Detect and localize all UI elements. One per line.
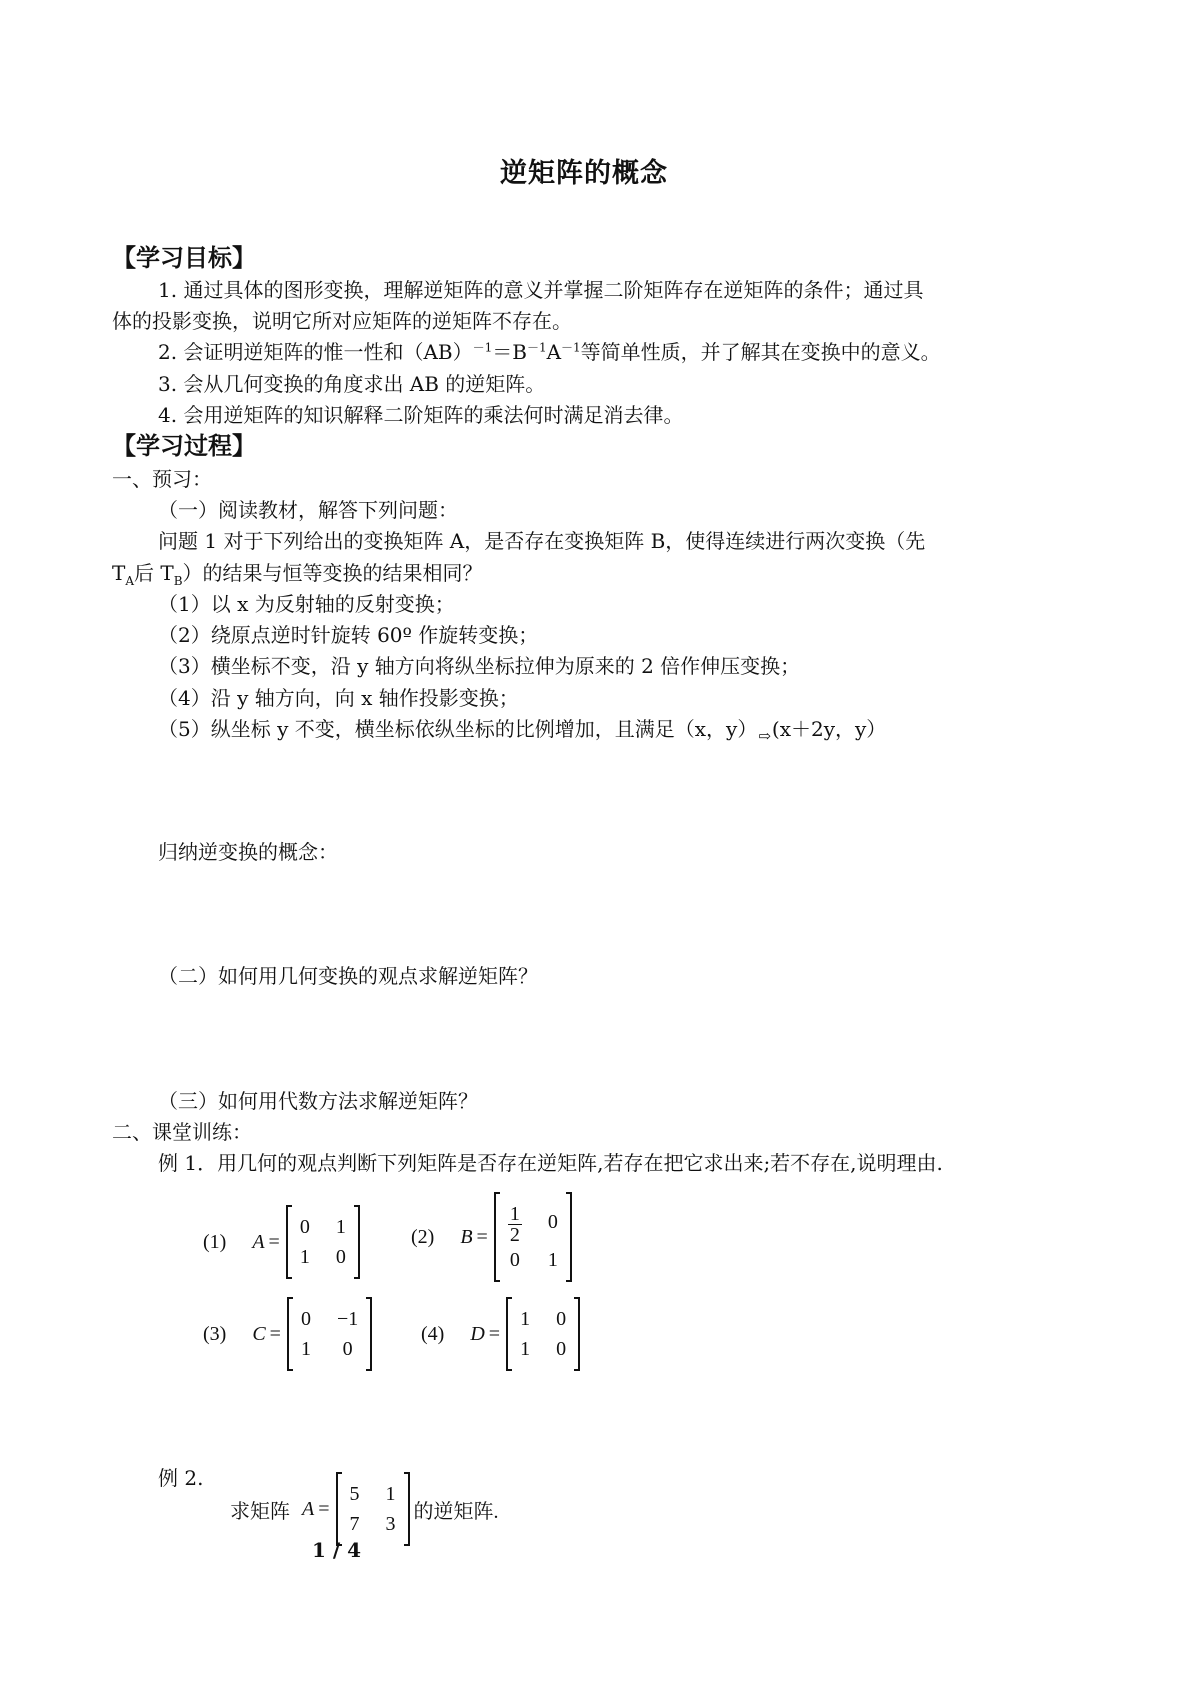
item-2: （2）绕原点逆时针旋转 60º 作旋转变换；: [158, 623, 539, 647]
matrix-a: (1) A = 0 1 1 0: [203, 1206, 360, 1278]
question-1-line-1: 问题 1 对于下列给出的变换矩阵 A，是否存在变换矩阵 B，使得连续进行两次变换（先: [158, 529, 926, 553]
item-3: （3）横坐标不变，沿 y 轴方向将纵坐标拉伸为原来的 2 倍作伸压变换；: [158, 654, 801, 678]
process-heading: 【学习过程】: [112, 431, 256, 460]
subsection-3: （三）如何用代数方法求解逆矩阵？: [158, 1089, 478, 1113]
example-2-statement: 求矩阵 A = 5 1 7 3 的逆矩阵.: [230, 1473, 499, 1545]
matrix-c: (3) C = 0 −1 1 0: [203, 1298, 372, 1370]
objective-1-line-2: 体的投影变换，说明它所对应矩阵的逆矩阵不存在。: [112, 309, 572, 333]
example-2-label: 例 2.: [158, 1466, 204, 1490]
objective-2: 2. 会证明逆矩阵的惟一性和$(AB)^{-1}=B^{-1}A^{-1}$等简单性质，并了解其在变换中的意义。: [158, 340, 941, 364]
matrix-d: (4) D = 1 0 1 0: [421, 1298, 580, 1370]
question-1-line-2: $T_A$后 $T_B$）的结果与恒等变换的结果相同？: [112, 561, 483, 588]
subsection-2: （二）如何用几何变换的观点求解逆矩阵？: [158, 964, 538, 988]
objective-4: 4. 会用逆矩阵的知识解释二阶矩阵的乘法何时满足消去律。: [158, 403, 684, 427]
matrix-a-example-2: 5 1 7 3: [336, 1473, 410, 1545]
summary-prompt: 归纳逆变换的概念：: [158, 840, 338, 864]
item-5: （5）纵坐标 y 不变，横坐标依纵坐标的比例增加，且满足（x，y）⇨(x＋2y，y）: [158, 717, 886, 748]
objectives-heading: 【学习目标】: [112, 243, 256, 272]
item-4: （4）沿 y 轴方向，向 x 轴作投影变换；: [158, 686, 519, 710]
maps-to-arrow-icon: ⇨: [758, 727, 771, 745]
objective-3: 3. 会从几何变换的角度求出 AB 的逆矩阵。: [158, 372, 546, 396]
example-1-text: 例 1．用几何的观点判断下列矩阵是否存在逆矩阵,若存在把它求出来;若不存在,说明理由.: [158, 1151, 943, 1175]
part-1-heading: 一、预习：: [112, 467, 212, 491]
subsection-1: （一）阅读教材，解答下列问题：: [158, 498, 458, 522]
item-1: （1）以 x 为反射轴的反射变换；: [158, 592, 455, 616]
part-2-heading: 二、课堂训练：: [112, 1120, 252, 1144]
page-number: 1 / 4: [312, 1538, 362, 1562]
matrix-b: (2) B = $\frac{1}{2}$ 0 0 1: [411, 1193, 572, 1281]
page-title: 逆矩阵的概念: [500, 158, 668, 189]
objective-1-line-1: 1. 通过具体的图形变换，理解逆矩阵的意义并掌握二阶矩阵存在逆矩阵的条件；通过具: [158, 278, 924, 302]
